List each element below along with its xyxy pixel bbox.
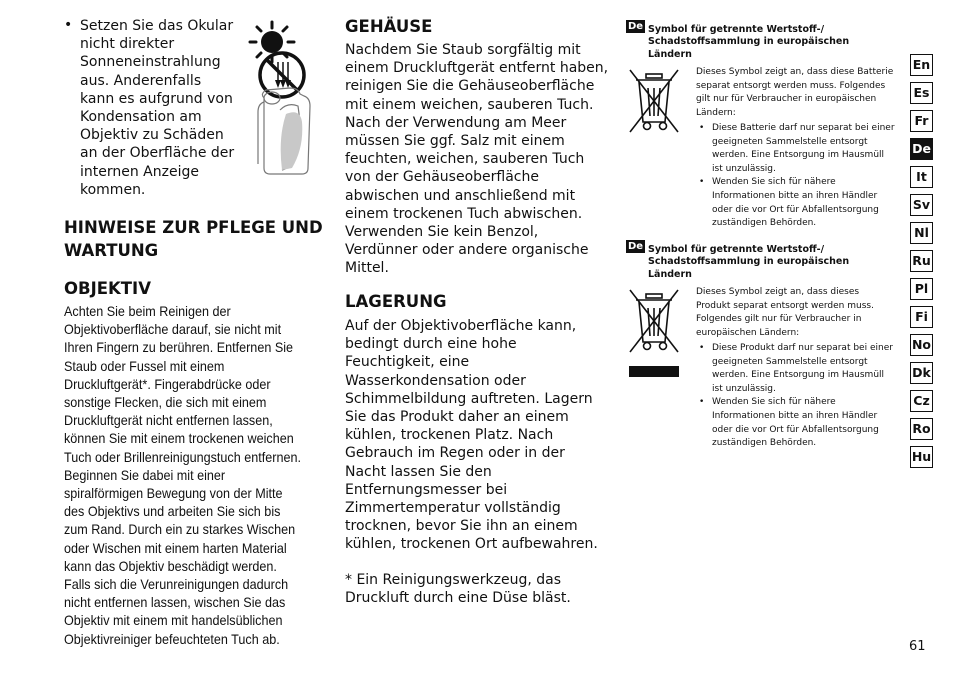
tab-fr[interactable]: Fr	[910, 110, 933, 132]
storage-paragraph: Auf der Objektivoberfläche kann, bedingt durch eine hohe Feuchtigkeit, eine Wasserkondensation oder Schimmelbildung auftreten. Lagern Sie das Produkt daher an einem kühlen, trockenen Platz. Nach Gebrauch im Regen oder in der Nacht lassen Sie den Entfernungsmesser bei Zimmertemperatur vollständig trocknen, bevor Sie ihn an einem kühlen, trockenen Ort aufbewahren.	[345, 318, 598, 553]
storage-heading: LAGERUNG	[345, 292, 447, 311]
notice-title: Symbol für getrennte Wertstoff-/ Schadstoffsammlung in europäischen Ländern	[648, 244, 850, 280]
crossed-bin-icon	[628, 288, 680, 354]
notice-intro: Dieses Symbol zeigt an, dass dieses Produkt separat entsorgt werden muss. Folgendes gilt nur für Verbraucher in europäischen Ländern:	[696, 287, 874, 338]
lens-heading: OBJEKTIV	[64, 279, 151, 298]
footnote: * Ein Reinigungswerkzeug, das Druckluft durch eine Düse bläst.	[345, 572, 571, 607]
notice-list	[696, 122, 896, 231]
battery-disposal-notice	[626, 20, 906, 235]
sun-warning-text: Setzen Sie das Okular nicht direkter Sonneneinstrahlung aus. Anderenfalls kann es aufgrund von Kondensation am Objektiv zu Schäden an der Oberfläche der internen Anzeige kommen.	[80, 18, 235, 198]
notice-intro: Dieses Symbol zeigt an, dass diese Batterie separat entsorgt werden muss. Folgendes gilt nur für Verbraucher in europäischen Ländern:	[696, 67, 894, 118]
sun-warning-icon	[238, 18, 330, 178]
page-number: 61	[909, 639, 926, 654]
tab-ro[interactable]: Ro	[910, 418, 933, 440]
tab-hu[interactable]: Hu	[910, 446, 933, 468]
care-heading: HINWEISE ZUR PFLEGE UND WARTUNG	[64, 218, 323, 260]
tab-es[interactable]: Es	[910, 82, 933, 104]
tab-dk[interactable]: Dk	[910, 362, 933, 384]
tab-no[interactable]: No	[910, 334, 933, 356]
notice-title: Symbol für getrennte Wertstoff-/ Schadstoffsammlung in europäischen Ländern	[648, 24, 850, 60]
product-disposal-notice	[626, 240, 906, 460]
tab-de[interactable]: De	[910, 138, 933, 160]
tab-it[interactable]: It	[910, 166, 933, 188]
housing-paragraph: Nachdem Sie Staub sorgfältig mit einem Druckluftgerät entfernt haben, reinigen Sie die Gehäuseoberfläche mit einem weichen, sauberen Tuch. Nach der Verwendung am Meer müssen Sie ggf. Salz mit einem feuchten, weichen, sauberen Tuch von der Gehäuseoberfläche abwischen und anschließend mit einem trockenen Tuch abwischen. Verwenden Sie kein Benzol, Verdünner oder andere organische Mittel.	[345, 42, 609, 277]
separate-collection-bar	[629, 366, 679, 377]
lens-paragraph: Achten Sie beim Reinigen der Objektivoberfläche darauf, sie nicht mit Ihren Fingern zu berühren. Entfernen Sie Staub oder Fussel mit einem Druckluftgerät*. Fingerabdrücke oder sonstige Flecken, die sich mit einem Druckluftgerät nicht entfernen lassen, können Sie mit einem trockenen weichen Tuch oder Brillenreinigungstuch entfernen. Beginnen Sie dabei mit einer spiralförmigen Bewegung von der Mitte des Objektivs und arbeiten Sie sich bis zum Rand. Durch ein zu starkes Wischen oder Wischen mit einem harten Material kann das Objektiv beschädigt werden. Falls sich die Verunreinigungen dadurch nicht entfernen lassen, wischen Sie das Objektiv mit einem mit handelsüblichen Objektivreiniger befeuchteten Tuch ab.	[64, 303, 301, 647]
tab-pl[interactable]: Pl	[910, 278, 933, 300]
housing-heading: GEHÄUSE	[345, 17, 433, 36]
tab-sv[interactable]: Sv	[910, 194, 933, 216]
tab-ru[interactable]: Ru	[910, 250, 933, 272]
language-tabs	[910, 54, 935, 474]
crossed-bin-icon	[628, 68, 680, 134]
language-badge: De	[628, 21, 644, 32]
tab-en[interactable]: En	[910, 54, 933, 76]
sun-warning-bullet	[64, 17, 239, 199]
list-item: • Diese Batterie darf nur separat bei einer geeigneten Sammelstelle entsorgt werden. Eine Entsorgung im Hausmüll ist unzulässig.	[696, 122, 896, 176]
list-item: • Diese Produkt darf nur separat bei einer geeigneten Sammelstelle entsorgt werden. Eine Entsorgung im Hausmüll ist unzulässig.	[696, 342, 896, 396]
tab-fi[interactable]: Fi	[910, 306, 933, 328]
list-item: • Wenden Sie sich für nähere Informationen bitte an ihren Händler oder die vor Ort für Abfallentsorgung zuständigen Behörden.	[696, 396, 896, 450]
bullet-dot: •	[64, 17, 73, 33]
list-item: • Wenden Sie sich für nähere Informationen bitte an ihren Händler oder die vor Ort für Abfallentsorgung zuständigen Behörden.	[696, 176, 896, 230]
language-badge: De	[628, 241, 644, 252]
notice-list	[696, 342, 896, 451]
tab-cz[interactable]: Cz	[910, 390, 933, 412]
tab-nl[interactable]: Nl	[910, 222, 933, 244]
